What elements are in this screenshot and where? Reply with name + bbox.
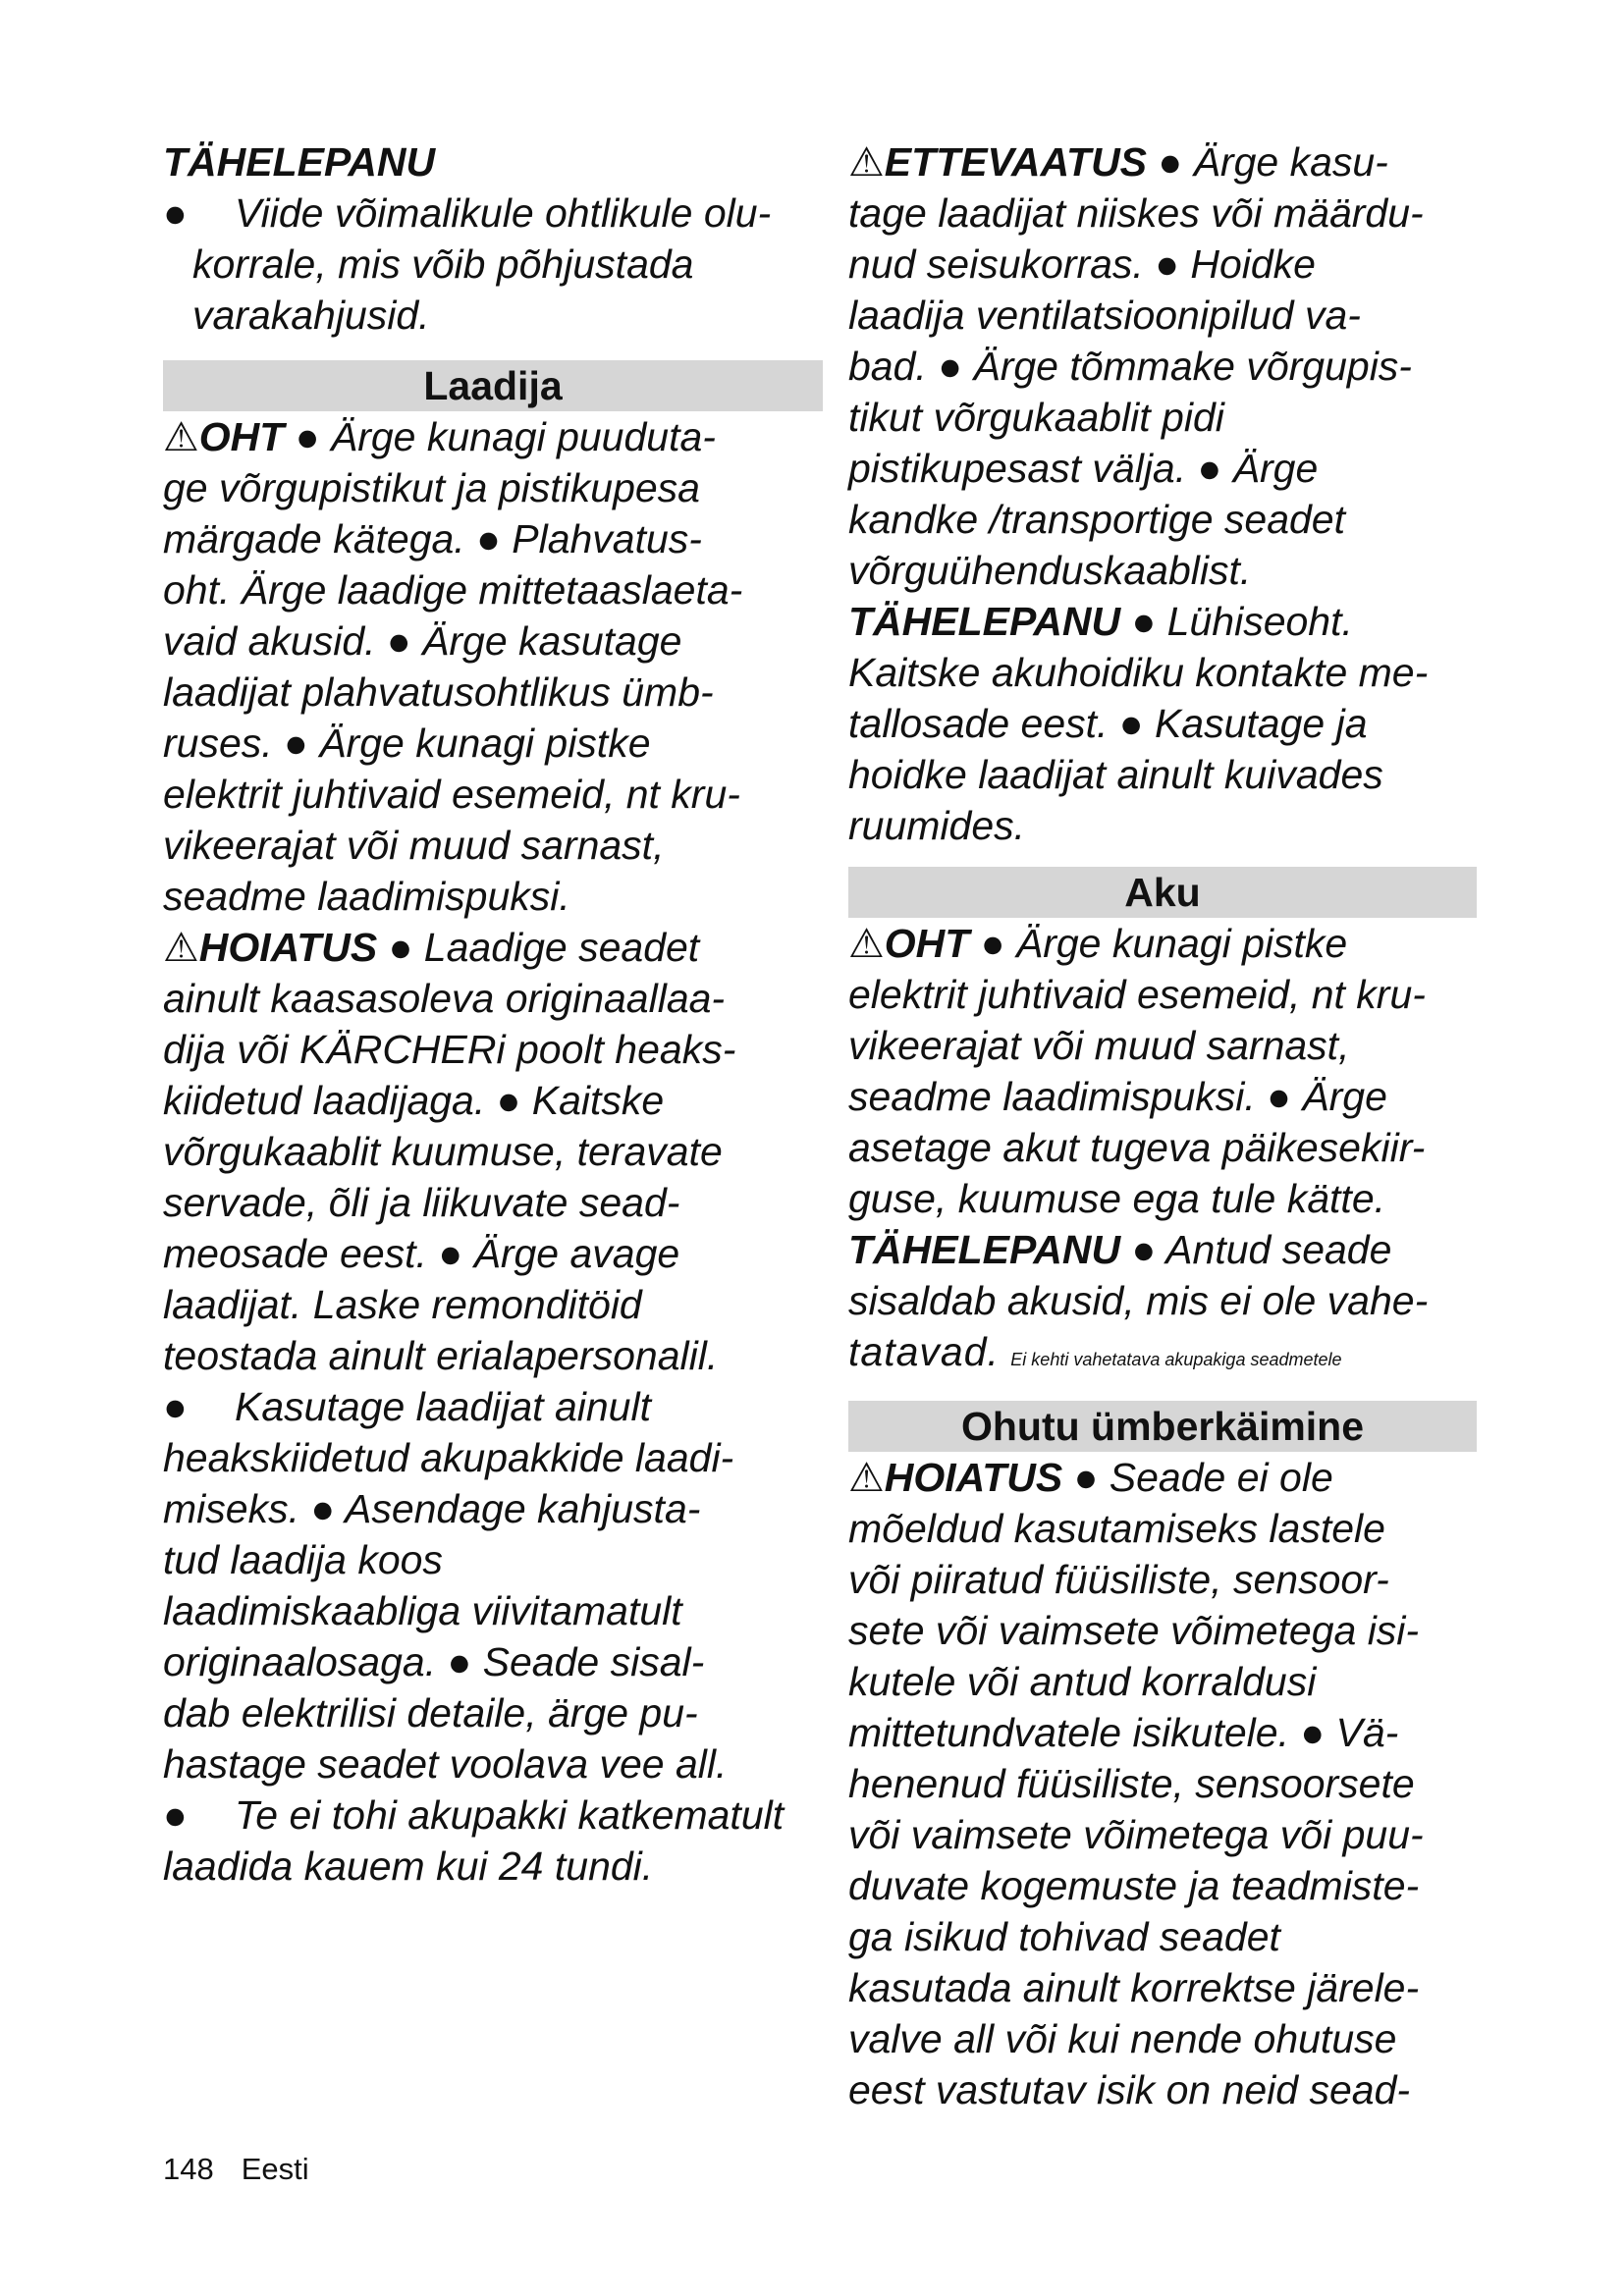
paragraph-line: ge võrgupistikut ja pistikupesa: [163, 465, 700, 510]
paragraph-line: heakskiidetud akupakkide laadi-: [163, 1435, 734, 1480]
right-column: [848, 136, 1477, 2115]
paragraph-line: laadida kauem kui 24 tundi.: [163, 1843, 654, 1889]
paragraph-line: oht. Ärge laadige mittetaaslaeta-: [163, 567, 743, 613]
paragraph-line: miseks. ● Asendage kahjusta-: [163, 1486, 701, 1531]
warning-triangle-icon: ⚠: [163, 414, 199, 459]
paragraph-line: võrguühenduskaablist.: [848, 548, 1252, 593]
paragraph-line: tud laadija koos: [163, 1537, 443, 1582]
paragraph-line: guse, kuumuse ega tule kätte.: [848, 1176, 1386, 1221]
paragraph-line: elektrit juhtivaid esemeid, nt kru-: [163, 772, 740, 817]
paragraph-line: teostada ainult erialapersonalil.: [163, 1333, 719, 1378]
ettevaatus-paragraph-first-line: ⚠ETTEVAATUS ● Ärge kasu-: [848, 139, 1388, 185]
warning-triangle-icon: ⚠: [848, 139, 885, 185]
section-heading-laadija: Laadija: [163, 360, 823, 411]
paragraph-line: originaalosaga. ● Seade sisal-: [163, 1639, 705, 1684]
paragraph-line: seadme laadimispuksi. ● Ärge: [848, 1074, 1387, 1119]
paragraph-line: vaid akusid. ● Ärge kasutage: [163, 618, 682, 664]
bullet-icon: ●: [163, 1792, 188, 1838]
notice-bullet-line: ● Viide võimalikule ohtlikule olu-: [163, 187, 823, 239]
section-heading-aku: Aku: [848, 867, 1477, 918]
hoiatus-paragraph-first-line: ⚠HOIATUS ● Laadige seadet: [163, 925, 700, 970]
bullet-icon: ●: [163, 1384, 188, 1429]
paragraph-line: hastage seadet voolava vee all.: [163, 1741, 728, 1787]
paragraph-line: ruses. ● Ärge kunagi pistke: [163, 721, 651, 766]
paragraph-line: elektrit juhtivaid esemeid, nt kru-: [848, 972, 1426, 1017]
paragraph-line: tage laadijat niiskes või määrdu-: [848, 190, 1424, 236]
paragraph-line: bad. ● Ärge tõmmake võrgupis-: [848, 344, 1412, 389]
page-number: 148: [163, 2152, 214, 2186]
tahelepanu-paragraph-first-line: TÄHELEPANU ● Lühiseoht.: [848, 599, 1353, 644]
notice-line: korrale, mis võib põhjustada: [192, 241, 694, 287]
language-label: Eesti: [241, 2152, 309, 2186]
warning-triangle-icon: ⚠: [163, 925, 199, 970]
page-footer: [163, 2150, 337, 2189]
paragraph-line: või piiratud füüsiliste, sensoor-: [848, 1557, 1389, 1602]
paragraph-line: ainult kaasasoleva originaallaa-: [163, 976, 726, 1021]
paragraph-line: eest vastutav isik on neid sead-: [848, 2067, 1411, 2112]
bullet-icon: ●: [163, 190, 188, 236]
paragraph-line: võrgukaablit kuumuse, teravate: [163, 1129, 723, 1174]
paragraph-line: meosade eest. ● Ärge avage: [163, 1231, 680, 1276]
paragraph-line: dija või KÄRCHERi poolt heaks-: [163, 1027, 736, 1072]
left-column: [163, 136, 823, 1892]
small-footnote: Ei kehti vahetatava akupakiga seadmetele: [1010, 1350, 1342, 1369]
paragraph-line: laadija ventilatsioonipilud va-: [848, 293, 1361, 338]
notice-paragraph-first-line: TÄHELEPANU ● Antud seade: [848, 1227, 1392, 1272]
warning-triangle-icon: ⚠: [848, 1455, 885, 1500]
paragraph-line: seadme laadimispuksi.: [163, 874, 570, 919]
paragraph-line: pistikupesast välja. ● Ärge: [848, 446, 1319, 491]
bullet-line: ● Te ei tohi akupakki katkematult: [163, 1789, 823, 1841]
paragraph-line: kasutada ainult korrektse järele-: [848, 1965, 1420, 2010]
paragraph-line: sisaldab akusid, mis ei ole vahe-: [848, 1278, 1429, 1323]
paragraph-line: henenud füüsiliste, sensoorsete: [848, 1761, 1415, 1806]
section-heading-ohutu: Ohutu ümberkäimine: [848, 1401, 1477, 1452]
paragraph-line: valve all või kui nende ohutuse: [848, 2016, 1397, 2061]
paragraph-line: või vaimsete võimetega või puu-: [848, 1812, 1424, 1857]
paragraph-line: dab elektrilisi detaile, ärge pu-: [163, 1690, 698, 1735]
paragraph-line: laadimiskaabliga viivitamatult: [163, 1588, 682, 1633]
paragraph-line: kutele või antud korraldusi: [848, 1659, 1317, 1704]
paragraph-line: tikut võrgukaablit pidi: [848, 395, 1224, 440]
paragraph-line: laadijat plahvatusohtlikus ümb-: [163, 669, 714, 715]
bullet-line: ● Kasutage laadijat ainult: [163, 1381, 823, 1432]
paragraph-line: kandke /transportige seadet: [848, 497, 1345, 542]
paragraph-last-line-with-note: tatavad. Ei kehti vahetatava akupakiga seadmetele: [848, 1329, 1342, 1374]
paragraph-line: ga isikud tohivad seadet: [848, 1914, 1280, 1959]
paragraph-line: asetage akut tugeva päikesekiir-: [848, 1125, 1426, 1170]
paragraph-line: vikeerajat või muud sarnast,: [848, 1023, 1350, 1068]
notice-heading: TÄHELEPANU: [163, 139, 436, 185]
paragraph-line: tallosade eest. ● Kasutage ja: [848, 701, 1368, 746]
paragraph-line: mõeldud kasutamiseks lastele: [848, 1506, 1385, 1551]
oht-paragraph-first-line: ⚠OHT ● Ärge kunagi puuduta-: [163, 414, 716, 459]
paragraph-line: Kaitske akuhoidiku kontakte me-: [848, 650, 1429, 695]
hoiatus-paragraph-first-line: ⚠HOIATUS ● Seade ei ole: [848, 1455, 1333, 1500]
paragraph-line: laadijat. Laske remonditöid: [163, 1282, 642, 1327]
paragraph-line: hoidke laadijat ainult kuivades: [848, 752, 1383, 797]
paragraph-line: vikeerajat või muud sarnast,: [163, 823, 665, 868]
paragraph-line: ruumides.: [848, 803, 1026, 848]
paragraph-line: nud seisukorras. ● Hoidke: [848, 241, 1316, 287]
oht-paragraph-first-line: ⚠OHT ● Ärge kunagi pistke: [848, 921, 1348, 966]
paragraph-line: märgade kätega. ● Plahvatus-: [163, 516, 702, 561]
notice-line: varakahjusid.: [192, 293, 430, 338]
paragraph-line: servade, õli ja liikuvate sead-: [163, 1180, 680, 1225]
paragraph-line: kiidetud laadijaga. ● Kaitske: [163, 1078, 665, 1123]
warning-triangle-icon: ⚠: [848, 921, 885, 966]
paragraph-line: sete või vaimsete võimetega isi-: [848, 1608, 1420, 1653]
paragraph-line: mittetundvatele isikutele. ● Vä-: [848, 1710, 1399, 1755]
paragraph-line: duvate kogemuste ja teadmiste-: [848, 1863, 1420, 1908]
